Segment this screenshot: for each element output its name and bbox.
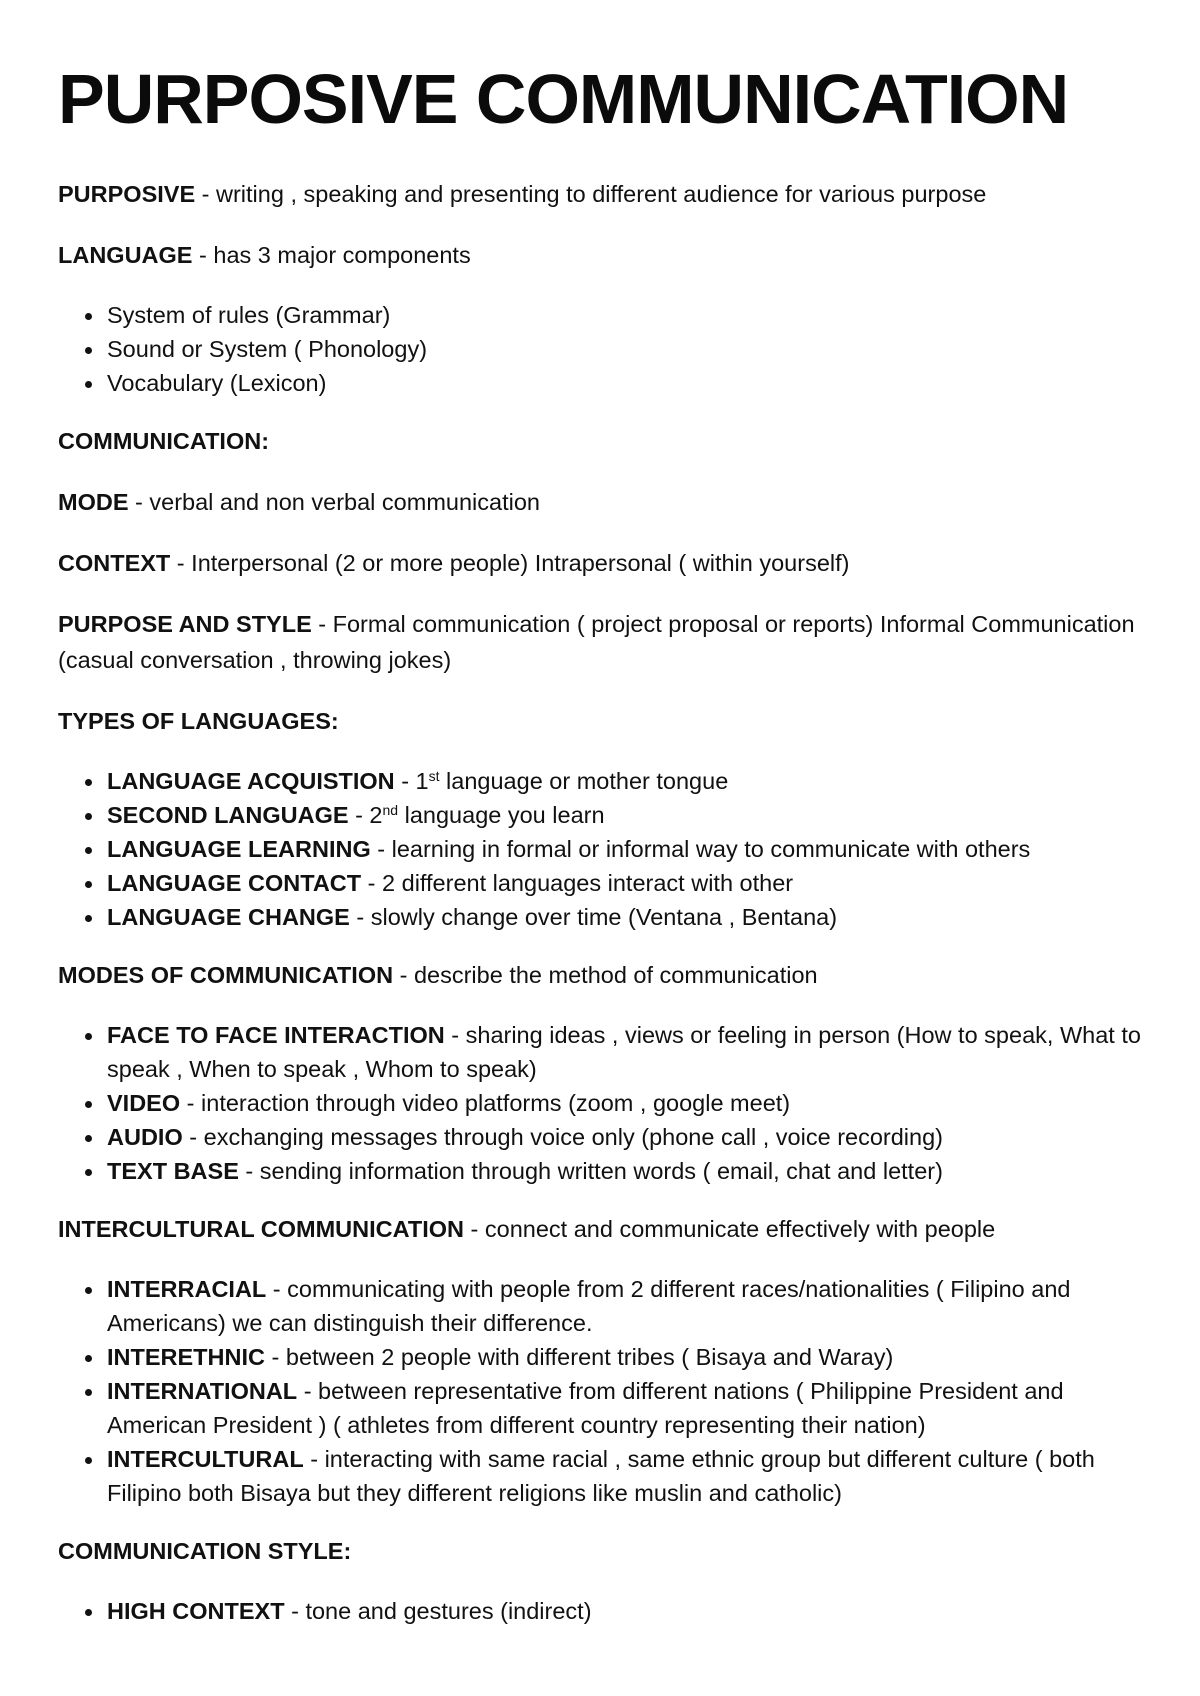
list-item: • System of rules (Grammar): [105, 298, 1142, 332]
list-item: • Sound or System ( Phonology): [105, 332, 1142, 366]
page-title: PURPOSIVE COMMUNICATION: [58, 60, 1069, 138]
international-term: INTERNATIONAL: [107, 1378, 298, 1404]
purposive-term: PURPOSIVE: [58, 181, 196, 207]
modes-of-communication-definition: MODES OF COMMUNICATION - describe the method of communication: [58, 962, 818, 988]
list-item: • LANGUAGE ACQUISTION - 1st language or mother tongue: [105, 764, 1142, 798]
language-contact-term: LANGUAGE CONTACT: [107, 870, 362, 896]
mode-definition: [58, 484, 1142, 520]
language-change-term: LANGUAGE CHANGE: [107, 904, 350, 930]
purpose-style-term: PURPOSE AND STYLE: [58, 611, 312, 637]
language-term: LANGUAGE: [58, 242, 193, 268]
language-acquisition-term: LANGUAGE ACQUISTION: [107, 768, 395, 794]
purpose-style-definition: [58, 606, 1142, 678]
intercultural-communication-term: INTERCULTURAL COMMUNICATION: [58, 1216, 464, 1242]
list-item: • AUDIO - exchanging messages through voice only (phone call , voice recording): [105, 1120, 1142, 1154]
list-item: • SECOND LANGUAGE - 2nd language you learn: [105, 798, 1142, 832]
second-language-term: SECOND LANGUAGE: [107, 802, 349, 828]
audio-term: AUDIO: [107, 1124, 183, 1150]
context-definition: [58, 545, 1142, 581]
purposive-definition: [58, 176, 1142, 212]
high-context-term: HIGH CONTEXT: [107, 1598, 285, 1624]
list-item: • INTERETHNIC - between 2 people with different tribes ( Bisaya and Waray): [105, 1340, 1142, 1374]
context-term: CONTEXT: [58, 550, 171, 576]
list-item: • HIGH CONTEXT - tone and gestures (indirect): [105, 1594, 1142, 1628]
mode-term: MODE: [58, 489, 129, 515]
communication-style-heading: COMMUNICATION STYLE:: [58, 1538, 352, 1564]
modes-of-communication-term: MODES OF COMMUNICATION: [58, 962, 394, 988]
face-to-face-term: FACE TO FACE INTERACTION: [107, 1022, 445, 1048]
mode-def: - verbal and non verbal communication: [128, 489, 540, 515]
intercultural-communication-list: [58, 1272, 1142, 1510]
interracial-term: INTERRACIAL: [107, 1276, 267, 1302]
interethnic-term: INTERETHNIC: [107, 1344, 265, 1370]
purpose-style-def: - Formal communication ( project proposal or reports) Informal Communication (casual conversation , throwing jokes): [58, 611, 1135, 673]
language-definition: [58, 237, 1142, 273]
list-item: • TEXT BASE - sending information through written words ( email, chat and letter): [105, 1154, 1142, 1188]
types-of-languages-heading: TYPES OF LANGUAGES:: [58, 708, 339, 734]
language-components-list: [58, 298, 1142, 400]
list-item: • FACE TO FACE INTERACTION - sharing ideas , views or feeling in person (How to speak, What to speak , When to speak , Whom to speak): [105, 1018, 1142, 1086]
list-item: • VIDEO - interaction through video platforms (zoom , google meet): [105, 1086, 1142, 1120]
types-of-languages-list: [58, 764, 1142, 934]
video-term: VIDEO: [107, 1090, 181, 1116]
list-item: • LANGUAGE LEARNING - learning in formal or informal way to communicate with others: [105, 832, 1142, 866]
intercultural-term: INTERCULTURAL: [107, 1446, 304, 1472]
language-learning-term: LANGUAGE LEARNING: [107, 836, 371, 862]
list-item: • INTERCULTURAL - interacting with same racial , same ethnic group but different culture ( both Filipino both Bisaya but they different religions like muslin and catholic): [105, 1442, 1142, 1510]
purposive-def: - writing , speaking and presenting to different audience for various purpose: [195, 181, 987, 207]
list-item: • INTERNATIONAL - between representative from different nations ( Philippine President and American President ) ( athletes from different country representing their nation): [105, 1374, 1142, 1442]
text-base-term: TEXT BASE: [107, 1158, 239, 1184]
communication-style-list: [58, 1594, 1142, 1628]
language-def: - has 3 major components: [192, 242, 471, 268]
list-item: • INTERRACIAL - communicating with people from 2 different races/nationalities ( Filipino and Americans) we can distinguish their difference.: [105, 1272, 1142, 1340]
intercultural-communication-definition: INTERCULTURAL COMMUNICATION - connect and communicate effectively with people: [58, 1216, 996, 1242]
context-def: - Interpersonal (2 or more people) Intrapersonal ( within yourself): [170, 550, 850, 576]
list-item: • LANGUAGE CHANGE - slowly change over time (Ventana , Bentana): [105, 900, 1142, 934]
list-item: • LANGUAGE CONTACT - 2 different languages interact with other: [105, 866, 1142, 900]
list-item: • Vocabulary (Lexicon): [105, 366, 1142, 400]
modes-of-communication-list: [58, 1018, 1142, 1188]
communication-heading: COMMUNICATION:: [58, 428, 270, 454]
